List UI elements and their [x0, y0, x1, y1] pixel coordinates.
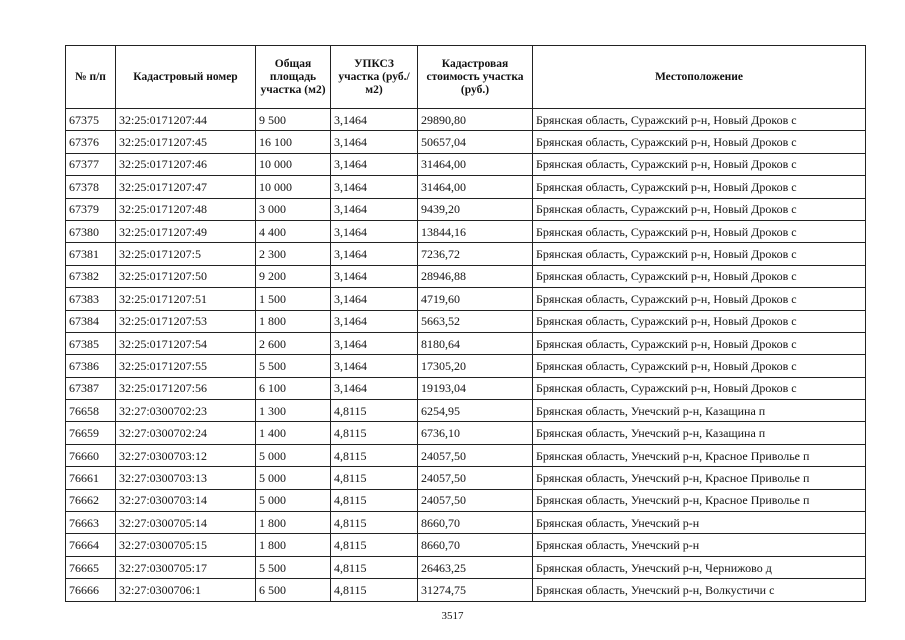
table-row	[66, 198, 866, 220]
area-cell: 5 000	[256, 444, 331, 466]
area-cell: 16 100	[256, 131, 331, 153]
cadastral-value-cell: 13844,16	[418, 220, 533, 242]
area-cell: 3 000	[256, 198, 331, 220]
location-cell: Брянская область, Унечский р-н, Казащина п	[533, 400, 866, 422]
location-cell: Брянская область, Суражский р-н, Новый Дроков с	[533, 355, 866, 377]
location-cell: Брянская область, Унечский р-н	[533, 534, 866, 556]
table-row	[66, 220, 866, 242]
upksz-cell: 3,1464	[331, 332, 418, 354]
location-cell: Брянская область, Унечский р-н, Чернижово д	[533, 556, 866, 578]
table-row	[66, 377, 866, 399]
upksz-cell: 3,1464	[331, 310, 418, 332]
table-header	[66, 46, 866, 109]
upksz-cell: 3,1464	[331, 198, 418, 220]
upksz-cell: 3,1464	[331, 109, 418, 131]
cadastral-number-cell: 32:25:0171207:51	[116, 288, 256, 310]
upksz-cell: 4,8115	[331, 556, 418, 578]
header-location: Местоположение	[533, 46, 866, 109]
cadastral-number-cell: 32:25:0171207:45	[116, 131, 256, 153]
row-number-cell: 76661	[66, 467, 116, 489]
upksz-cell: 3,1464	[331, 131, 418, 153]
table-row	[66, 243, 866, 265]
cadastral-number-cell: 32:27:0300706:1	[116, 579, 256, 601]
table-row	[66, 556, 866, 578]
table-row	[66, 512, 866, 534]
location-cell: Брянская область, Суражский р-н, Новый Дроков с	[533, 288, 866, 310]
location-cell: Брянская область, Суражский р-н, Новый Дроков с	[533, 377, 866, 399]
cadastral-value-cell: 24057,50	[418, 444, 533, 466]
cadastral-number-cell: 32:25:0171207:55	[116, 355, 256, 377]
cadastral-value-cell: 50657,04	[418, 131, 533, 153]
table-row	[66, 467, 866, 489]
cadastral-value-cell: 6254,95	[418, 400, 533, 422]
location-cell: Брянская область, Унечский р-н, Казащина п	[533, 422, 866, 444]
upksz-cell: 4,8115	[331, 400, 418, 422]
location-cell: Брянская область, Суражский р-н, Новый Дроков с	[533, 198, 866, 220]
upksz-cell: 3,1464	[331, 220, 418, 242]
upksz-cell: 3,1464	[331, 243, 418, 265]
area-cell: 6 500	[256, 579, 331, 601]
cadastral-number-cell: 32:25:0171207:53	[116, 310, 256, 332]
table-row	[66, 534, 866, 556]
area-cell: 9 500	[256, 109, 331, 131]
location-cell: Брянская область, Суражский р-н, Новый Дроков с	[533, 220, 866, 242]
upksz-cell: 4,8115	[331, 444, 418, 466]
cadastral-value-cell: 5663,52	[418, 310, 533, 332]
row-number-cell: 67381	[66, 243, 116, 265]
header-area: Общая площадь участка (м2)	[256, 46, 331, 109]
upksz-cell: 3,1464	[331, 355, 418, 377]
location-cell: Брянская область, Суражский р-н, Новый Дроков с	[533, 153, 866, 175]
header-upksz: УПКСЗ участка (руб./м2)	[331, 46, 418, 109]
table-row	[66, 444, 866, 466]
cadastral-value-cell: 28946,88	[418, 265, 533, 287]
cadastral-value-cell: 7236,72	[418, 243, 533, 265]
header-cadastral-number: Кадастровый номер	[116, 46, 256, 109]
cadastral-number-cell: 32:25:0171207:50	[116, 265, 256, 287]
upksz-cell: 4,8115	[331, 579, 418, 601]
area-cell: 2 300	[256, 243, 331, 265]
row-number-cell: 76660	[66, 444, 116, 466]
cadastral-value-cell: 24057,50	[418, 467, 533, 489]
row-number-cell: 76664	[66, 534, 116, 556]
location-cell: Брянская область, Суражский р-н, Новый Дроков с	[533, 243, 866, 265]
cadastral-value-cell: 4719,60	[418, 288, 533, 310]
row-number-cell: 67380	[66, 220, 116, 242]
table-row	[66, 310, 866, 332]
location-cell: Брянская область, Суражский р-н, Новый Дроков с	[533, 332, 866, 354]
row-number-cell: 67386	[66, 355, 116, 377]
cadastral-number-cell: 32:27:0300702:24	[116, 422, 256, 444]
cadastral-number-cell: 32:25:0171207:56	[116, 377, 256, 399]
location-cell: Брянская область, Суражский р-н, Новый Дроков с	[533, 176, 866, 198]
cadastral-number-cell: 32:27:0300703:14	[116, 489, 256, 511]
area-cell: 5 000	[256, 467, 331, 489]
upksz-cell: 4,8115	[331, 534, 418, 556]
area-cell: 5 500	[256, 556, 331, 578]
cadastral-number-cell: 32:27:0300705:17	[116, 556, 256, 578]
location-cell: Брянская область, Суражский р-н, Новый Дроков с	[533, 265, 866, 287]
cadastral-value-cell: 31274,75	[418, 579, 533, 601]
area-cell: 1 400	[256, 422, 331, 444]
area-cell: 4 400	[256, 220, 331, 242]
row-number-cell: 67376	[66, 131, 116, 153]
cadastral-value-cell: 6736,10	[418, 422, 533, 444]
row-number-cell: 67383	[66, 288, 116, 310]
cadastral-value-cell: 29890,80	[418, 109, 533, 131]
table-row	[66, 332, 866, 354]
location-cell: Брянская область, Унечский р-н	[533, 512, 866, 534]
cadastral-number-cell: 32:27:0300703:12	[116, 444, 256, 466]
upksz-cell: 4,8115	[331, 512, 418, 534]
table-row	[66, 489, 866, 511]
cadastral-number-cell: 32:25:0171207:44	[116, 109, 256, 131]
upksz-cell: 4,8115	[331, 489, 418, 511]
area-cell: 10 000	[256, 153, 331, 175]
area-cell: 5 000	[256, 489, 331, 511]
cadastral-value-cell: 8660,70	[418, 534, 533, 556]
row-number-cell: 76662	[66, 489, 116, 511]
header-row-number: № п/п	[66, 46, 116, 109]
header-row	[66, 46, 866, 109]
upksz-cell: 3,1464	[331, 265, 418, 287]
upksz-cell: 3,1464	[331, 176, 418, 198]
cadastral-value-cell: 19193,04	[418, 377, 533, 399]
cadastral-number-cell: 32:27:0300702:23	[116, 400, 256, 422]
cadastral-number-cell: 32:27:0300703:13	[116, 467, 256, 489]
upksz-cell: 3,1464	[331, 377, 418, 399]
table-row	[66, 131, 866, 153]
upksz-cell: 3,1464	[331, 288, 418, 310]
area-cell: 1 800	[256, 534, 331, 556]
table-row	[66, 265, 866, 287]
table-row	[66, 176, 866, 198]
area-cell: 1 500	[256, 288, 331, 310]
row-number-cell: 76666	[66, 579, 116, 601]
area-cell: 5 500	[256, 355, 331, 377]
cadastral-number-cell: 32:25:0171207:54	[116, 332, 256, 354]
table-row	[66, 422, 866, 444]
cadastral-number-cell: 32:25:0171207:49	[116, 220, 256, 242]
row-number-cell: 76663	[66, 512, 116, 534]
cadastral-number-cell: 32:25:0171207:5	[116, 243, 256, 265]
row-number-cell: 67379	[66, 198, 116, 220]
area-cell: 10 000	[256, 176, 331, 198]
cadastral-table	[65, 45, 866, 602]
cadastral-value-cell: 31464,00	[418, 176, 533, 198]
row-number-cell: 67387	[66, 377, 116, 399]
area-cell: 1 800	[256, 512, 331, 534]
header-cadastral-value: Кадастровая стоимость участка (руб.)	[418, 46, 533, 109]
row-number-cell: 67384	[66, 310, 116, 332]
row-number-cell: 67385	[66, 332, 116, 354]
row-number-cell: 67377	[66, 153, 116, 175]
table-row	[66, 400, 866, 422]
upksz-cell: 3,1464	[331, 153, 418, 175]
cadastral-value-cell: 31464,00	[418, 153, 533, 175]
table-row	[66, 579, 866, 601]
table-row	[66, 355, 866, 377]
location-cell: Брянская область, Унечский р-н, Красное Приволье п	[533, 489, 866, 511]
area-cell: 9 200	[256, 265, 331, 287]
cadastral-value-cell: 26463,25	[418, 556, 533, 578]
table-row	[66, 153, 866, 175]
location-cell: Брянская область, Унечский р-н, Волкустичи с	[533, 579, 866, 601]
row-number-cell: 76659	[66, 422, 116, 444]
area-cell: 1 800	[256, 310, 331, 332]
cadastral-number-cell: 32:27:0300705:14	[116, 512, 256, 534]
row-number-cell: 67375	[66, 109, 116, 131]
row-number-cell: 67382	[66, 265, 116, 287]
table-row	[66, 109, 866, 131]
upksz-cell: 4,8115	[331, 422, 418, 444]
cadastral-value-cell: 17305,20	[418, 355, 533, 377]
cadastral-value-cell: 24057,50	[418, 489, 533, 511]
location-cell: Брянская область, Унечский р-н, Красное Приволье п	[533, 467, 866, 489]
location-cell: Брянская область, Унечский р-н, Красное Приволье п	[533, 444, 866, 466]
area-cell: 1 300	[256, 400, 331, 422]
cadastral-value-cell: 8660,70	[418, 512, 533, 534]
row-number-cell: 76665	[66, 556, 116, 578]
location-cell: Брянская область, Суражский р-н, Новый Дроков с	[533, 131, 866, 153]
cadastral-number-cell: 32:25:0171207:48	[116, 198, 256, 220]
table-body	[66, 109, 866, 602]
cadastral-value-cell: 9439,20	[418, 198, 533, 220]
cadastral-number-cell: 32:25:0171207:46	[116, 153, 256, 175]
page-number: 3517	[441, 610, 464, 622]
cadastral-number-cell: 32:25:0171207:47	[116, 176, 256, 198]
table-row	[66, 288, 866, 310]
row-number-cell: 76658	[66, 400, 116, 422]
location-cell: Брянская область, Суражский р-н, Новый Дроков с	[533, 310, 866, 332]
row-number-cell: 67378	[66, 176, 116, 198]
area-cell: 6 100	[256, 377, 331, 399]
area-cell: 2 600	[256, 332, 331, 354]
cadastral-value-cell: 8180,64	[418, 332, 533, 354]
location-cell: Брянская область, Суражский р-н, Новый Дроков с	[533, 109, 866, 131]
upksz-cell: 4,8115	[331, 467, 418, 489]
cadastral-number-cell: 32:27:0300705:15	[116, 534, 256, 556]
